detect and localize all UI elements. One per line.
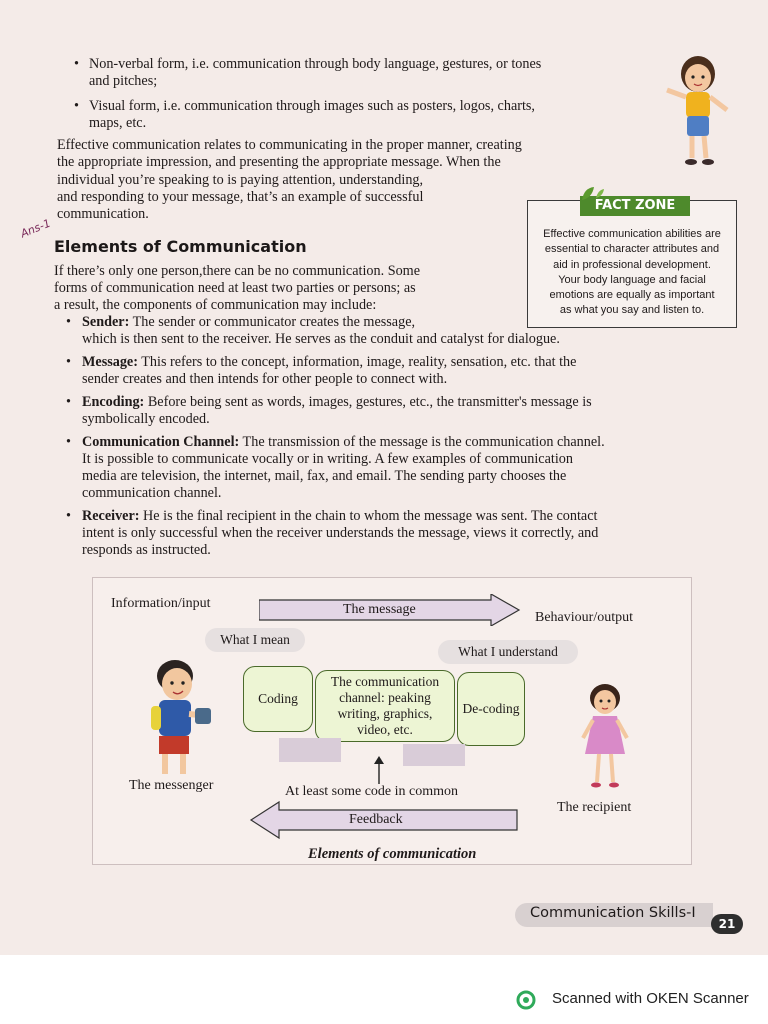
coding-box: Coding [243, 666, 313, 732]
sender-line-2: which is then sent to the receiver. He serves as the conduit and catalyst for dialogue. [82, 331, 560, 347]
bullet-nonverbal-line1: Non-verbal form, i.e. communication through body language, gestures, or tones [89, 56, 542, 72]
channel-box-line: channel: peaking [339, 690, 431, 705]
intro-line-3: individual you’re speaking to is paying attention, understanding, [57, 172, 424, 188]
channel-text: The transmission of the message is the communication channel. [239, 434, 605, 450]
receiver-text: He is the final recipient in the chain to whom the message was sent. The contact [139, 508, 598, 524]
intro-line-2: the appropriate impression, and presenting the appropriate message. When the [57, 154, 501, 170]
message-text: This refers to the concept, information, image, reality, sensation, etc. that the [137, 354, 577, 370]
what-i-mean-cloud: What I mean [205, 628, 305, 652]
scanner-watermark: Scanned with OKEN Scanner [552, 990, 749, 1007]
encoding-text: Before being sent as words, images, gestures, etc., the transmitter's message is [144, 394, 592, 410]
boy-illustration [655, 52, 740, 172]
bullet-dot: • [66, 434, 71, 450]
bullet-visual: • [74, 98, 79, 114]
recipient-illustration [571, 678, 641, 794]
common-code-label: At least some code in common [285, 784, 459, 799]
communication-diagram [92, 577, 692, 865]
fact-line: essential to character attributes and [544, 243, 720, 256]
receiver-line-1 [82, 508, 597, 525]
fact-line: aid in professional development. [553, 258, 711, 271]
section-intro-line-1: If there’s only one person,there can be no communication. Some [54, 263, 421, 279]
behaviour-output-label: Behaviour/output [535, 610, 633, 625]
diagram-caption: Elements of communication [308, 846, 477, 862]
feedback-label: Feedback [349, 812, 403, 827]
what-i-understand-cloud: What I understand [438, 640, 578, 664]
shade-block [403, 744, 465, 766]
sender-text: The sender or communicator creates the message, [129, 314, 416, 330]
sender-line-1 [82, 314, 415, 331]
handwritten-annotation: Ans-1 [18, 216, 53, 241]
intro-line-5: communication. [57, 206, 149, 222]
fact-line: Effective communication abilities are [543, 228, 721, 240]
fact-zone-title: FACT ZONE [580, 196, 690, 216]
messenger-illustration [131, 656, 231, 780]
decoding-box: De-coding [457, 672, 525, 746]
channel-line-3: media are television, the internet, mail, fax, and email. The sending party chooses the [82, 468, 567, 484]
receiver-line-3: responds as instructed. [82, 542, 211, 558]
section-heading: Elements of Communication [54, 237, 307, 256]
section-intro-line-3: a result, the components of communication may include: [54, 297, 377, 313]
recipient-label: The recipient [557, 800, 632, 815]
message-term: Message: [82, 354, 138, 370]
shade-block [279, 738, 341, 762]
channel-box-line: video, etc. [357, 722, 413, 737]
channel-box-line: The communication [330, 674, 440, 689]
encoding-line-2: symbolically encoded. [82, 411, 210, 427]
channel-line-1 [82, 434, 605, 451]
scanner-logo-icon [516, 990, 536, 1010]
receiver-line-2: intent is only successful when the receiver understands the message, views it correctly, and [82, 525, 599, 541]
bullet-dot: • [66, 394, 71, 410]
fact-line: Your body language and facial [558, 273, 706, 286]
message-line-2: sender creates and then intends for other people to connect with. [82, 371, 448, 387]
footer-title: Communication Skills-I [530, 905, 696, 921]
bullet-visual-line2: maps, etc. [89, 115, 147, 131]
message-label: The message [343, 602, 416, 617]
section-intro-line-2: forms of communication need at least two parties or persons; as [54, 280, 416, 296]
channel-line-2: It is possible to communicate vocally or in writing. A few examples of communication [82, 451, 573, 467]
channel-box [315, 670, 455, 742]
info-input-label: Information/input [111, 596, 211, 611]
sender-term: Sender: [82, 314, 130, 330]
bullet-visual-line1: Visual form, i.e. communication through images such as posters, logos, charts, [89, 98, 535, 114]
bullet-dot: • [74, 56, 79, 72]
message-line-1 [82, 354, 576, 371]
fact-zone-box [527, 200, 737, 328]
encoding-line-1 [82, 394, 592, 411]
intro-line-1: Effective communication relates to communicating in the proper manner, creating [57, 137, 522, 153]
up-arrow-icon [373, 756, 385, 784]
intro-line-4: and responding to your message, that’s an example of successful [57, 189, 424, 205]
receiver-term: Receiver: [82, 508, 140, 524]
bullet-nonverbal-line2: and pitches; [89, 73, 158, 89]
fact-line: emotions are equally as important [549, 289, 715, 302]
encoding-term: Encoding: [82, 394, 145, 410]
channel-term: Communication Channel: [82, 434, 240, 450]
fact-line: as what you say and listen to. [559, 304, 705, 317]
channel-line-4: communication channel. [82, 485, 222, 501]
page-number: 21 [711, 914, 743, 934]
bullet-dot: • [66, 314, 71, 330]
fact-zone-body [534, 227, 730, 319]
leaf-icon [578, 184, 606, 204]
messenger-label: The messenger [129, 778, 214, 793]
bullet-dot: • [66, 354, 71, 370]
channel-box-line: writing, graphics, [337, 706, 433, 721]
bullet-nonverbal [74, 56, 79, 73]
bullet-dot: • [66, 508, 71, 524]
